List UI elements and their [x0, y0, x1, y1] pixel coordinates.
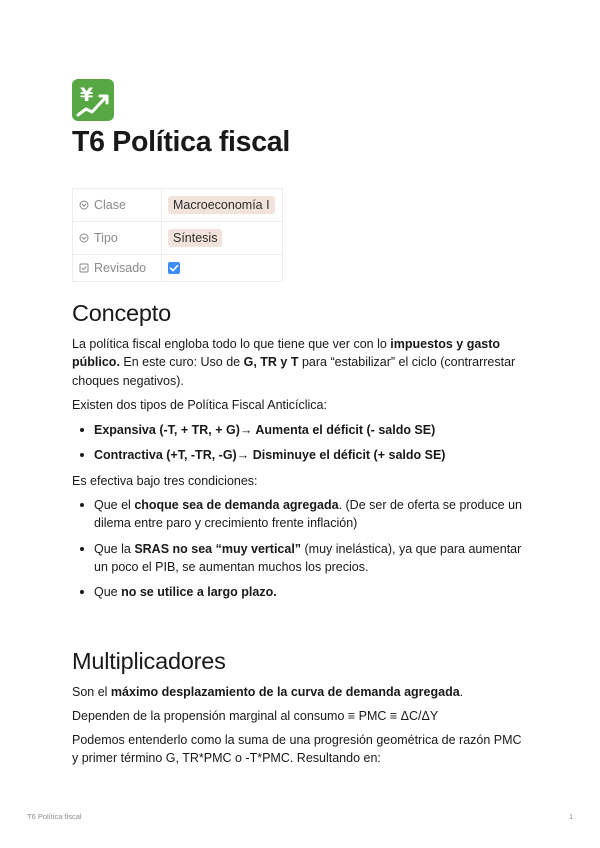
paragraph-types-intro: Existen dos tipos de Política Fiscal Anticíclica: [72, 398, 327, 412]
list-item: Contractiva (+T, -TR, -G)→ Disminuye el déficit (+ saldo SE) [72, 446, 530, 464]
property-key [73, 255, 162, 282]
section-heading-concepto: Concepto [72, 300, 171, 326]
bullet [80, 590, 84, 594]
paragraph-conditions-intro: Es efectiva bajo tres condiciones: [72, 474, 258, 488]
revisado-checkbox[interactable] [168, 262, 180, 274]
footer-page-number: 1 [569, 812, 574, 821]
bullet [80, 453, 84, 457]
page-title: T6 Política fiscal [72, 126, 290, 158]
property-row [73, 255, 283, 282]
arrow-icon: → [236, 448, 250, 462]
tag-tipo[interactable]: Síntesis [168, 229, 222, 247]
property-value[interactable] [162, 222, 283, 255]
property-key [73, 222, 162, 255]
arrow-icon: → [239, 423, 253, 437]
bullet [80, 503, 84, 507]
list-item: Que el choque sea de demanda agregada. (De ser de oferta se produce un dilema entre paro y crecimiento frente inflación) [72, 496, 530, 533]
svg-text:¥: ¥ [80, 84, 94, 106]
paragraph-progression: Podemos entenderlo como la suma de una progresión geométrica de razón PMC y primer término G, TR*PMC o -T*PMC. Resultando en: [72, 733, 522, 766]
select-icon [79, 200, 89, 210]
checkbox-icon [79, 263, 89, 273]
bullet [80, 428, 84, 432]
yen-chart-icon[interactable] [72, 79, 114, 121]
section-heading-multiplicadores: Multiplicadores [72, 648, 226, 674]
property-key-label: Clase [94, 198, 126, 212]
list-item: Que no se utilice a largo plazo. [72, 583, 530, 601]
property-value [162, 255, 283, 282]
property-key-label: Tipo [94, 231, 118, 245]
property-value[interactable] [162, 189, 283, 222]
tag-clase[interactable]: Macroeconomía I [168, 196, 275, 214]
bullet [80, 547, 84, 551]
list-item: Expansiva (-T, + TR, + G)→ Aumenta el déficit (- saldo SE) [72, 421, 530, 439]
properties-table [72, 188, 283, 282]
paragraph-intro: La política fiscal engloba todo lo que tiene que ver con lo impuestos y gasto público. En este curo: Uso de G, TR y T para “estabilizar” el ciclo (contrarrestar choques negativos). [72, 337, 516, 388]
paragraph-definition: Son el máximo desplazamiento de la curva de demanda agregada. [72, 685, 464, 699]
footer-title: T6 Política fiscal [27, 812, 82, 821]
select-icon [79, 233, 89, 243]
property-row [73, 189, 283, 222]
property-row [73, 222, 283, 255]
paragraph-pmc: Dependen de la propensión marginal al consumo ≡ PMC ≡ ΔC/ΔY [72, 709, 439, 723]
property-key [73, 189, 162, 222]
list-item: Que la SRAS no sea “muy vertical” (muy inelástica), ya que para aumentar un poco el PIB, se aumentan muchos los precios. [72, 540, 530, 577]
property-key-label: Revisado [94, 261, 147, 275]
